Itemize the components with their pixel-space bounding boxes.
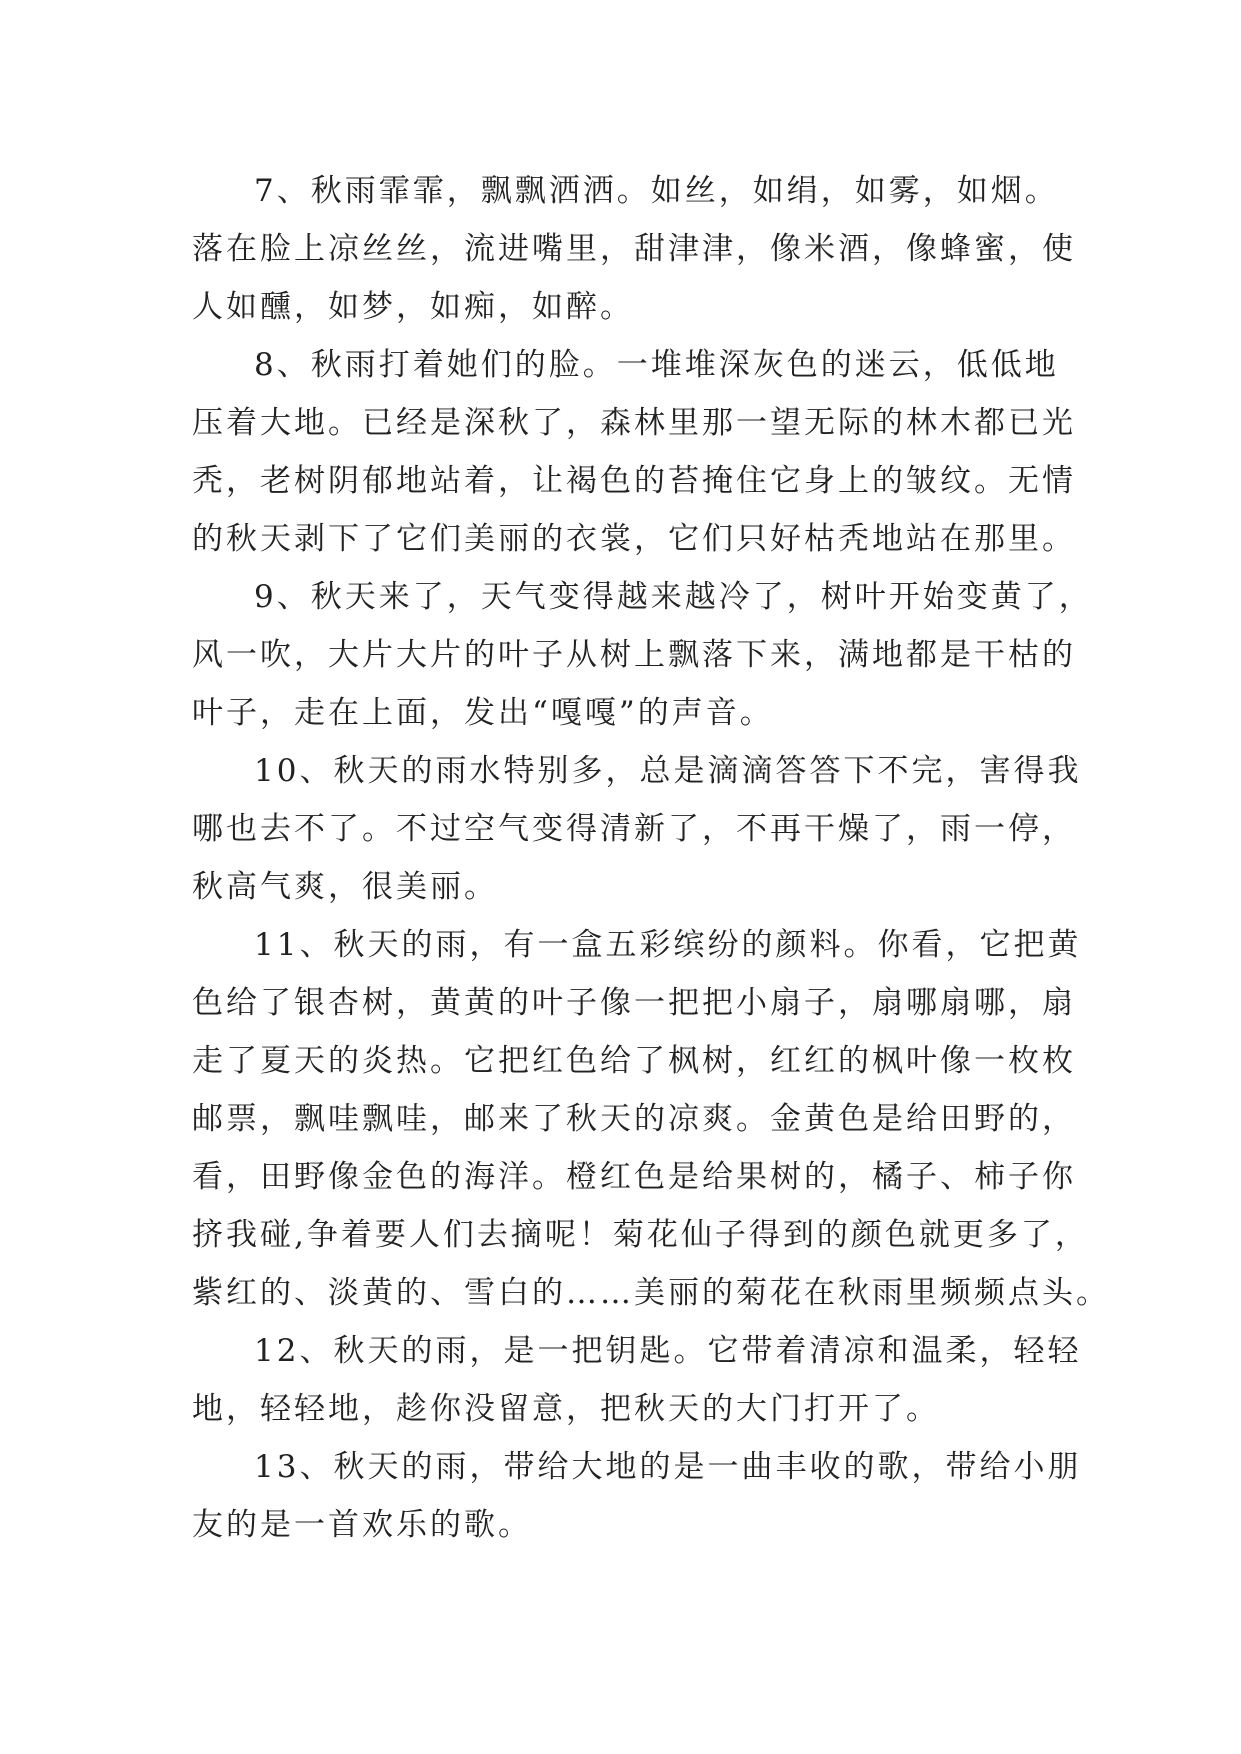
paragraph-line: 色给了银杏树，黄黄的叶子像一把把小扇子，扇哪扇哪，扇 (192, 985, 1076, 1021)
paragraph-line: 压着大地。已经是深秋了，森林里那一望无际的林木都已光 (192, 405, 1076, 441)
paragraph-line: 地，轻轻地，趁你没留意，把秋天的大门打开了。 (192, 1391, 940, 1427)
paragraph-11 (192, 916, 1110, 1322)
paragraph-line: 秋高气爽，很美丽。 (192, 869, 498, 905)
paragraph-line: 13、秋天的雨，带给大地的是一曲丰收的歌，带给小朋 (254, 1449, 1082, 1485)
paragraph-line: 12、秋天的雨，是一把钥匙。它带着清凉和温柔，轻轻 (254, 1333, 1082, 1369)
paragraph-13 (192, 1438, 1082, 1554)
paragraph-line: 7、秋雨霏霏，飘飘洒洒。如丝，如绢，如雾，如烟。 (254, 173, 1059, 209)
paragraph-12 (192, 1322, 1082, 1438)
paragraph-line: 的秋天剥下了它们美丽的衣裳，它们只好枯秃地站在那里。 (192, 521, 1076, 557)
paragraph-7 (192, 162, 1076, 336)
paragraph-line: 8、秋雨打着她们的脸。一堆堆深灰色的迷云，低低地 (254, 347, 1059, 383)
paragraph-line: 秃，老树阴郁地站着，让褐色的苔掩住它身上的皱纹。无情 (192, 463, 1076, 499)
paragraph-line: 11、秋天的雨，有一盒五彩缤纷的颜料。你看，它把黄 (254, 927, 1082, 963)
paragraph-line: 9、秋天来了，天气变得越来越冷了，树叶开始变黄了， (254, 579, 1093, 615)
paragraph-line: 挤我碰,争着要人们去摘呢！菊花仙子得到的颜色就更多了， (192, 1217, 1089, 1253)
paragraph-line: 10、秋天的雨水特别多，总是滴滴答答下不完，害得我 (254, 753, 1082, 789)
paragraph-line: 邮票，飘哇飘哇，邮来了秋天的凉爽。金黄色是给田野的， (192, 1101, 1076, 1137)
paragraph-10 (192, 742, 1082, 916)
paragraph-line: 风一吹，大片大片的叶子从树上飘落下来，满地都是干枯的 (192, 637, 1076, 673)
paragraph-line: 哪也去不了。不过空气变得清新了，不再干燥了，雨一停， (192, 811, 1076, 847)
paragraph-line: 紫红的、淡黄的、雪白的……美丽的菊花在秋雨里频频点头。 (192, 1275, 1110, 1311)
paragraph-line: 友的是一首欢乐的歌。 (192, 1507, 532, 1543)
paragraph-line: 叶子，走在上面，发出“嘎嘎”的声音。 (192, 695, 774, 731)
document-body (192, 162, 1110, 1554)
paragraph-line: 走了夏天的炎热。它把红色给了枫树，红红的枫叶像一枚枚 (192, 1043, 1076, 1079)
paragraph-8 (192, 336, 1076, 568)
paragraph-line: 落在脸上凉丝丝，流进嘴里，甜津津，像米酒，像蜂蜜，使 (192, 231, 1076, 267)
paragraph-line: 看，田野像金色的海洋。橙红色是给果树的，橘子、柿子你 (192, 1159, 1076, 1195)
paragraph-9 (192, 568, 1093, 742)
paragraph-line: 人如醺，如梦，如痴，如醉。 (192, 289, 634, 325)
